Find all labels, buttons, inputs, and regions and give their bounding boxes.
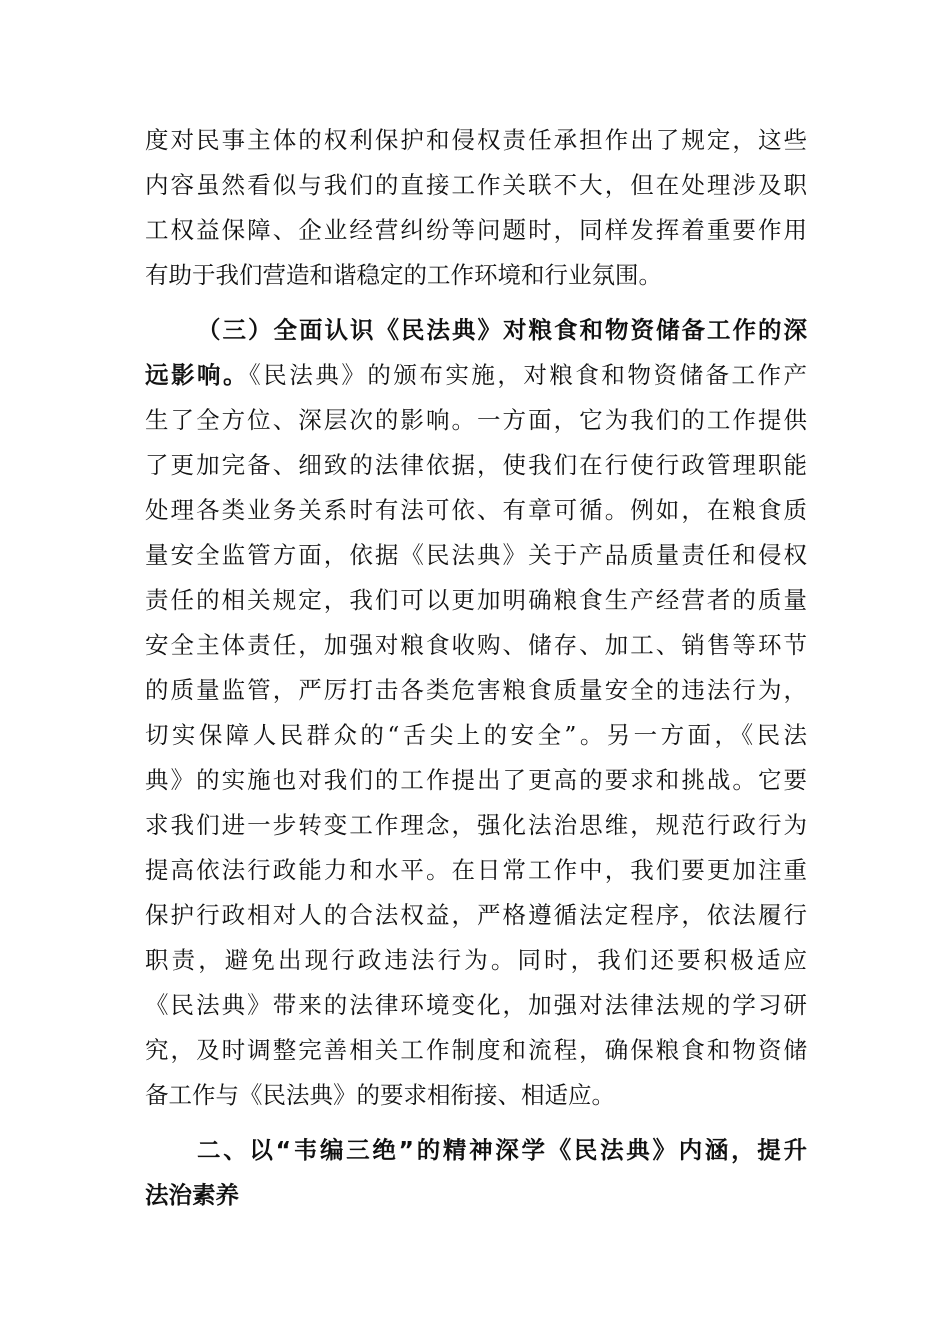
paragraph-line: 职责，避免出现行政违法行为。同时，我们还要积极适应 [145, 946, 807, 974]
paragraph-line: 量安全监管方面，依据《民法典》关于产品质量责任和侵权 [145, 541, 807, 569]
subsection-heading-end: 远影响。 [145, 361, 250, 389]
paragraph-line: 度对民事主体的权利保护和侵权责任承担作出了规定，这些 [145, 126, 807, 154]
section-heading [145, 1128, 807, 1218]
paragraph-line: 了更加完备、细致的法律依据，使我们在行使行政管理职能 [145, 451, 807, 479]
subsection-heading-line: （三）全面认识《民法典》对粮食和物资储备工作的深 [197, 316, 807, 344]
paragraph-line: 求我们进一步转变工作理念，强化法治思维，规范行政行为 [145, 811, 807, 839]
paragraph-line: 内容虽然看似与我们的直接工作关联不大，但在处理涉及职 [145, 171, 807, 199]
paragraph-line: 有助于我们营造和谐稳定的工作环境和行业氛围。 [145, 261, 662, 289]
paragraph-line: 究，及时调整完善相关工作制度和流程，确保粮食和物资储 [145, 1036, 807, 1064]
paragraph-line: 保护行政相对人的合法权益，严格遵循法定程序，依法履行 [145, 901, 807, 929]
document-body [145, 118, 807, 1218]
paragraph-line: 切实保障人民群众的“舌尖上的安全”。另一方面，《民法 [145, 721, 807, 749]
paragraph-line: 典》的实施也对我们的工作提出了更高的要求和挑战。它要 [145, 766, 807, 794]
paragraph-line: 工权益保障、企业经营纠纷等问题时，同样发挥着重要作用 [145, 216, 807, 244]
paragraph-1 [145, 118, 807, 298]
paragraph-line: 提高依法行政能力和水平。在日常工作中，我们要更加注重 [145, 856, 807, 884]
paragraph-line-rest: 《民法典》的颁布实施，对粮食和物资储备工作产 [249, 361, 808, 389]
paragraph-line: 生了全方位、深层次的影响。一方面，它为我们的工作提供 [145, 406, 807, 434]
section-heading-line: 二、以“韦编三绝”的精神深学《民法典》内涵，提升 [197, 1136, 807, 1164]
paragraph-line [145, 353, 807, 398]
paragraph-line: 责任的相关规定，我们可以更加明确粮食生产经营者的质量 [145, 586, 807, 614]
paragraph-line: 《民法典》带来的法律环境变化，加强对法律法规的学习研 [145, 991, 807, 1019]
paragraph-line: 处理各类业务关系时有法可依、有章可循。例如，在粮食质 [145, 496, 807, 524]
paragraph-line: 安全主体责任，加强对粮食收购、储存、加工、销售等环节 [145, 631, 807, 659]
paragraph-2 [145, 308, 807, 1118]
section-heading-line: 法治素养 [145, 1181, 239, 1209]
paragraph-line: 的质量监管，严厉打击各类危害粮食质量安全的违法行为， [145, 676, 807, 704]
paragraph-line: 备工作与《民法典》的要求相衔接、相适应。 [145, 1081, 615, 1109]
